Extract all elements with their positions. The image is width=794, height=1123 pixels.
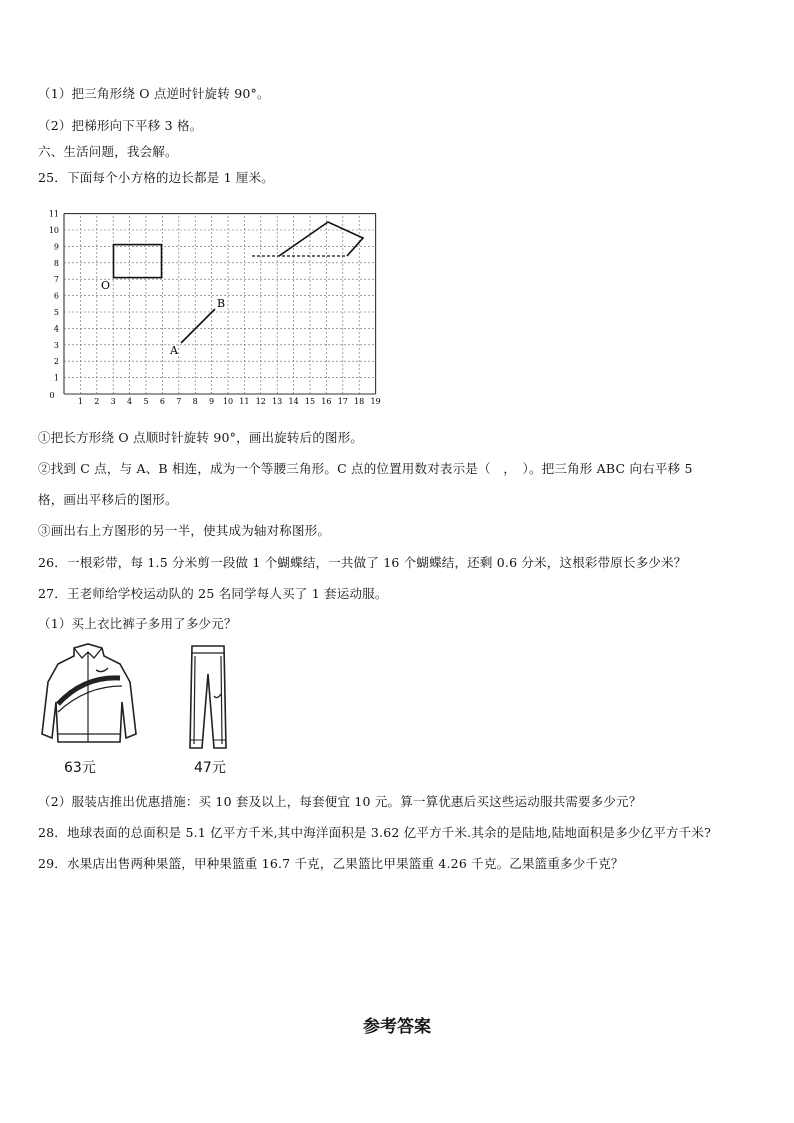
problem-25-part-2b: 格，画出平移后的图形。: [38, 492, 178, 507]
x-tick-label: 3: [110, 397, 116, 405]
x-tick-label: 12: [255, 397, 266, 405]
segment-ab: [181, 309, 215, 343]
problem-25-title: 25．下面每个小方格的边长都是 1 厘米。: [38, 170, 275, 185]
x-tick-label: 10: [222, 397, 234, 405]
y-tick-label: 9: [53, 242, 59, 252]
y-tick-label: 4: [53, 324, 59, 334]
jacket-image: [38, 642, 138, 750]
y-tick-label: 8: [53, 258, 59, 268]
y-tick-label: 11: [48, 209, 59, 219]
problem-27-part-1: （1）买上衣比裤子多用了多少元？: [38, 616, 237, 631]
pants-image: [186, 644, 230, 752]
x-tick-label: 11: [239, 397, 250, 405]
point-b-label: B: [217, 297, 226, 310]
x-tick-label: 0: [49, 391, 55, 400]
problem-25-part-3: ③画出右上方图形的另一半，使其成为轴对称图形。: [38, 523, 331, 538]
x-axis-ticks: [49, 391, 380, 405]
problem-27-part-2: （2）服装店推出优惠措施：买 10 套及以上，每套便宜 10 元。算一算优惠后买这些运动服共需要多少元？: [38, 794, 642, 809]
x-tick-label: 6: [159, 397, 165, 405]
y-tick-label: 1: [53, 373, 59, 383]
x-tick-label: 9: [209, 397, 215, 405]
x-tick-label: 5: [143, 397, 149, 405]
y-tick-label: 2: [53, 357, 59, 367]
problem-26: 26．一根彩带，每 1.5 分米剪一段做 1 个蝴蝶结，一共做了 16 个蝴蝶结，还剩 0.6 分米，这根彩带原长多少米？: [38, 555, 687, 570]
y-axis-ticks: [49, 210, 59, 383]
q2-translate-trapezoid: （2）把梯形向下平移 3 格。: [38, 118, 203, 133]
problem-25-part-2a: ②找到 C 点，与 A、B 相连，成为一个等腰三角形。C 点的位置用数对表示是（ ， ）。把三角形 ABC 向右平移 5: [38, 461, 693, 476]
x-tick-label: 4: [127, 397, 133, 405]
y-tick-label: 3: [53, 340, 59, 350]
pants-price: 47元: [194, 760, 226, 776]
x-tick-label: 13: [272, 397, 283, 405]
answer-section-title: 参考答案: [363, 1017, 431, 1037]
x-tick-label: 16: [321, 397, 332, 405]
point-o-label: O: [101, 279, 111, 292]
jacket-price: 63元: [64, 760, 96, 776]
x-tick-label: 17: [337, 397, 348, 405]
problem-28: 28．地球表面的总面积是 5.1 亿平方千米,其中海洋面积是 3.62 亿平方千米.其余的是陆地,陆地面积是多少亿平方千米?: [38, 825, 712, 840]
x-tick-label: 15: [304, 397, 316, 405]
x-tick-label: 2: [94, 397, 100, 405]
x-tick-label: 19: [370, 397, 381, 405]
y-tick-label: 5: [53, 308, 59, 317]
y-tick-label: 7: [53, 275, 59, 285]
y-tick-label: 10: [48, 226, 59, 235]
half-symmetric-figure: [279, 222, 363, 256]
problem-29: 29．水果店出售两种果篮，甲种果篮重 16.7 千克，乙果篮比甲果篮重 4.26 千克。乙果篮重多少千克？: [38, 856, 624, 871]
coordinate-grid: [38, 200, 398, 405]
x-tick-label: 8: [192, 397, 198, 405]
rectangle-shape: [114, 245, 162, 278]
x-tick-label: 14: [288, 397, 299, 405]
x-tick-label: 18: [354, 397, 365, 405]
y-tick-label: 6: [53, 291, 59, 301]
q1-rotate-triangle: （1）把三角形绕 O 点逆时针旋转 90°。: [38, 86, 270, 101]
point-a-label: A: [170, 344, 178, 357]
x-tick-label: 7: [176, 397, 182, 405]
problem-27: 27．王老师给学校运动队的 25 名同学每人买了 1 套运动服。: [38, 586, 388, 601]
problem-25-part-1: ①把长方形绕 O 点顺时针旋转 90°，画出旋转后的图形。: [38, 430, 364, 445]
section-six-heading: 六、生活问题，我会解。: [38, 144, 178, 159]
x-tick-label: 1: [77, 397, 83, 405]
